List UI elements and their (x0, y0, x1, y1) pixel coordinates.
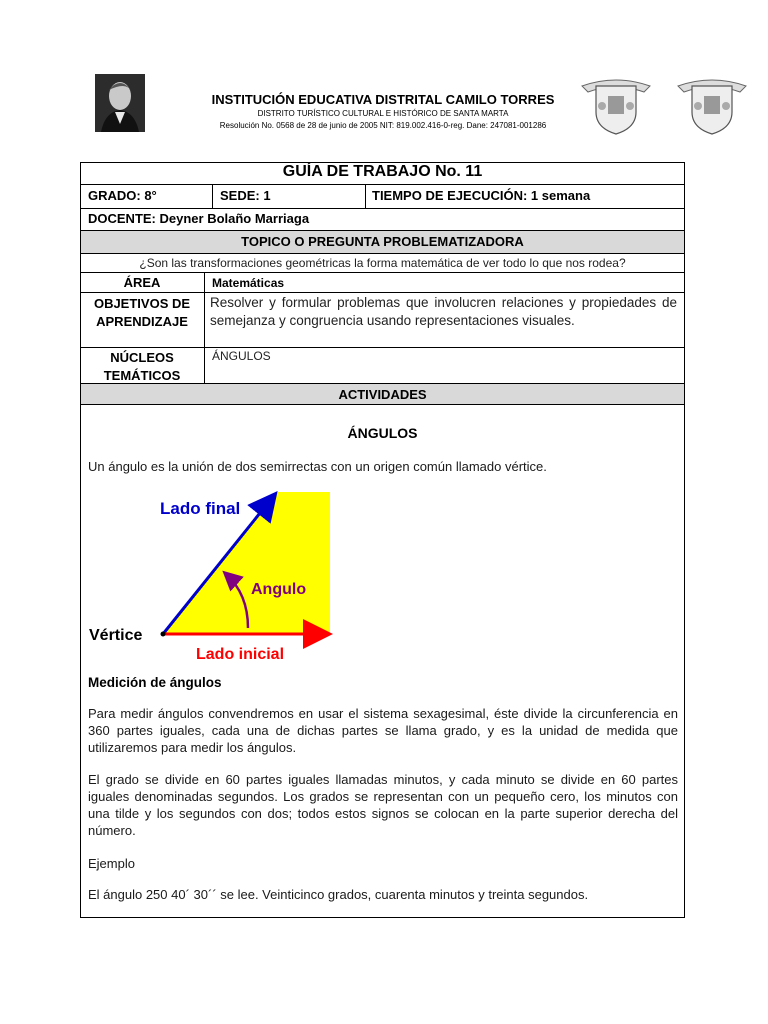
institution-subtitle: DISTRITO TURÍSTICO CULTURAL E HISTÓRICO DE SANTA MARTA (257, 109, 509, 118)
tiempo-label: TIEMPO DE EJECUCIÓN: 1 semana (372, 188, 591, 203)
measure-paragraph-1: Para medir ángulos convendremos en usar el sistema sexagesimal, éste divide la circunferencia en 360 partes iguales, cada una de dichas partes se llama grado, y es la unidad de medida que utilizaremos para medir los ángulos. (88, 706, 678, 755)
label-angle: Angulo (251, 581, 307, 598)
objetivos-value: Resolver y formular problemas que involucren relaciones y propiedades de semejanza y congruencia usando representaciones visuales. (210, 295, 677, 328)
rule (80, 347, 685, 348)
area-label: ÁREA (123, 275, 161, 290)
rule (80, 292, 685, 293)
measure-title: Medición de ángulos (88, 675, 222, 690)
measure-paragraph-2: El grado se divide en 60 partes iguales llamadas minutos, y cada minuto se divide en 60 partes iguales denominadas segundos. Los grados se representan con un pequeño cero, los minutos con una tilde y los segundos con dos; todos estos signos se colocan en la parte superior derecha del número. (88, 772, 678, 838)
founder-portrait (95, 74, 145, 132)
rule (80, 184, 685, 185)
label-final-side: Lado final (160, 499, 241, 518)
nucleos-value: ÁNGULOS (212, 349, 271, 363)
school-seal-right (676, 72, 748, 136)
rule (80, 272, 685, 273)
label-vertex: Vértice (89, 627, 143, 644)
rule (365, 184, 366, 208)
rule (204, 272, 205, 383)
intro-text: Un ángulo es la unión de dos semirrectas con un origen común llamado vértice. (88, 459, 547, 474)
rule (80, 404, 685, 405)
sede-label: SEDE: 1 (220, 188, 271, 203)
institution-resolution: Resolución No. 0568 de 28 de junio de 2005 NIT: 819.002.416-0-reg. Dane: 247081-001286 (219, 121, 547, 130)
school-seal-left (580, 72, 652, 136)
label-initial-side: Lado inicial (196, 646, 285, 663)
section-title: ÁNGULOS (347, 425, 418, 441)
actividades-heading: ACTIVIDADES (338, 387, 427, 402)
rule (80, 208, 685, 209)
example-text: El ángulo 250 40´ 30´´ se lee. Veinticinco grados, cuarenta minutos y treinta segundos. (88, 887, 589, 902)
area-value: Matemáticas (212, 276, 285, 290)
rule (212, 184, 213, 208)
problem-question: ¿Son las transformaciones geométricas la forma matemática de ver todo lo que nos rodea? (139, 256, 626, 270)
institution-title: INSTITUCIÓN EDUCATIVA DISTRITAL CAMILO TORRES (211, 92, 555, 107)
guide-title: GUÍA DE TRABAJO No. 11 (282, 163, 483, 180)
topico-heading: TOPICO O PREGUNTA PROBLEMATIZADORA (241, 234, 524, 249)
grado-label: GRADO: 8° (88, 188, 157, 203)
example-label: Ejemplo (88, 856, 135, 871)
nucleos-label: NÚCLEOS TEMÁTICOS (103, 350, 181, 383)
objetivos-label: OBJETIVOS DE APRENDIZAJE (93, 296, 191, 329)
rule (80, 253, 685, 254)
vertex-point (161, 632, 166, 637)
docente-label: DOCENTE: Deyner Bolaño Marriaga (88, 211, 310, 226)
angle-diagram (86, 486, 336, 666)
rule (80, 230, 685, 231)
